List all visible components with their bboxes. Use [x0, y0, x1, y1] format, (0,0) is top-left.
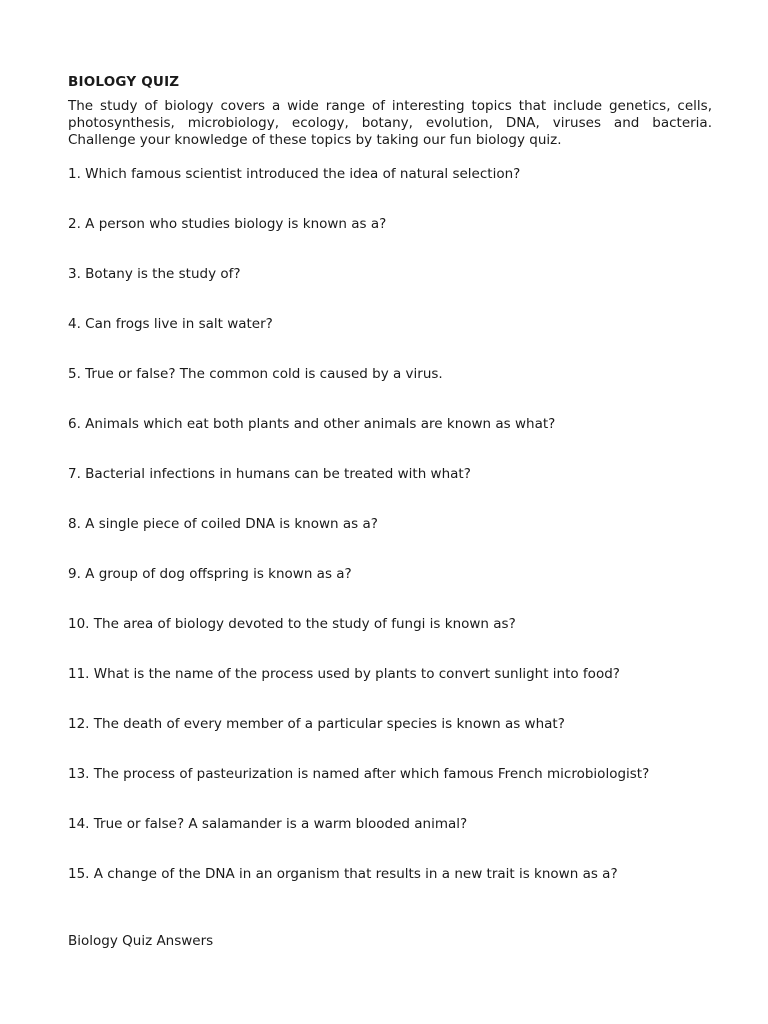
question-item: 5. True or false? The common cold is caused by a virus.: [68, 366, 443, 382]
question-item: 12. The death of every member of a particular species is known as what?: [68, 716, 565, 732]
question-item: 6. Animals which eat both plants and other animals are known as what?: [68, 416, 556, 432]
question-item: 13. The process of pasteurization is named after which famous French microbiologist?: [68, 766, 650, 782]
question-item: 15. A change of the DNA in an organism that results in a new trait is known as a?: [68, 866, 618, 882]
page-title: BIOLOGY QUIZ: [68, 74, 180, 90]
question-item: 4. Can frogs live in salt water?: [68, 316, 273, 332]
question-item: 11. What is the name of the process used by plants to convert sunlight into food?: [68, 666, 620, 682]
question-item: 8. A single piece of coiled DNA is known as a?: [68, 516, 378, 532]
quiz-page: [68, 72, 712, 950]
question-item: 3. Botany is the study of?: [68, 266, 241, 282]
question-item: 2. A person who studies biology is known as a?: [68, 216, 387, 232]
intro-paragraph: The study of biology covers a wide range of interesting topics that include genetics, cells, photosynthesis, microbiology, ecology, botany, evolution, DNA, viruses and bacteria. Challenge your knowledge of these topics by taking our fun biology quiz.: [68, 98, 712, 148]
question-item: 9. A group of dog offspring is known as a?: [68, 566, 352, 582]
question-item: 10. The area of biology devoted to the study of fungi is known as?: [68, 616, 516, 632]
question-item: 14. True or false? A salamander is a warm blooded animal?: [68, 816, 468, 832]
question-list: [68, 165, 712, 883]
question-item: 7. Bacterial infections in humans can be treated with what?: [68, 466, 471, 482]
answers-heading: Biology Quiz Answers: [68, 933, 214, 949]
question-item: 1. Which famous scientist introduced the idea of natural selection?: [68, 166, 521, 182]
